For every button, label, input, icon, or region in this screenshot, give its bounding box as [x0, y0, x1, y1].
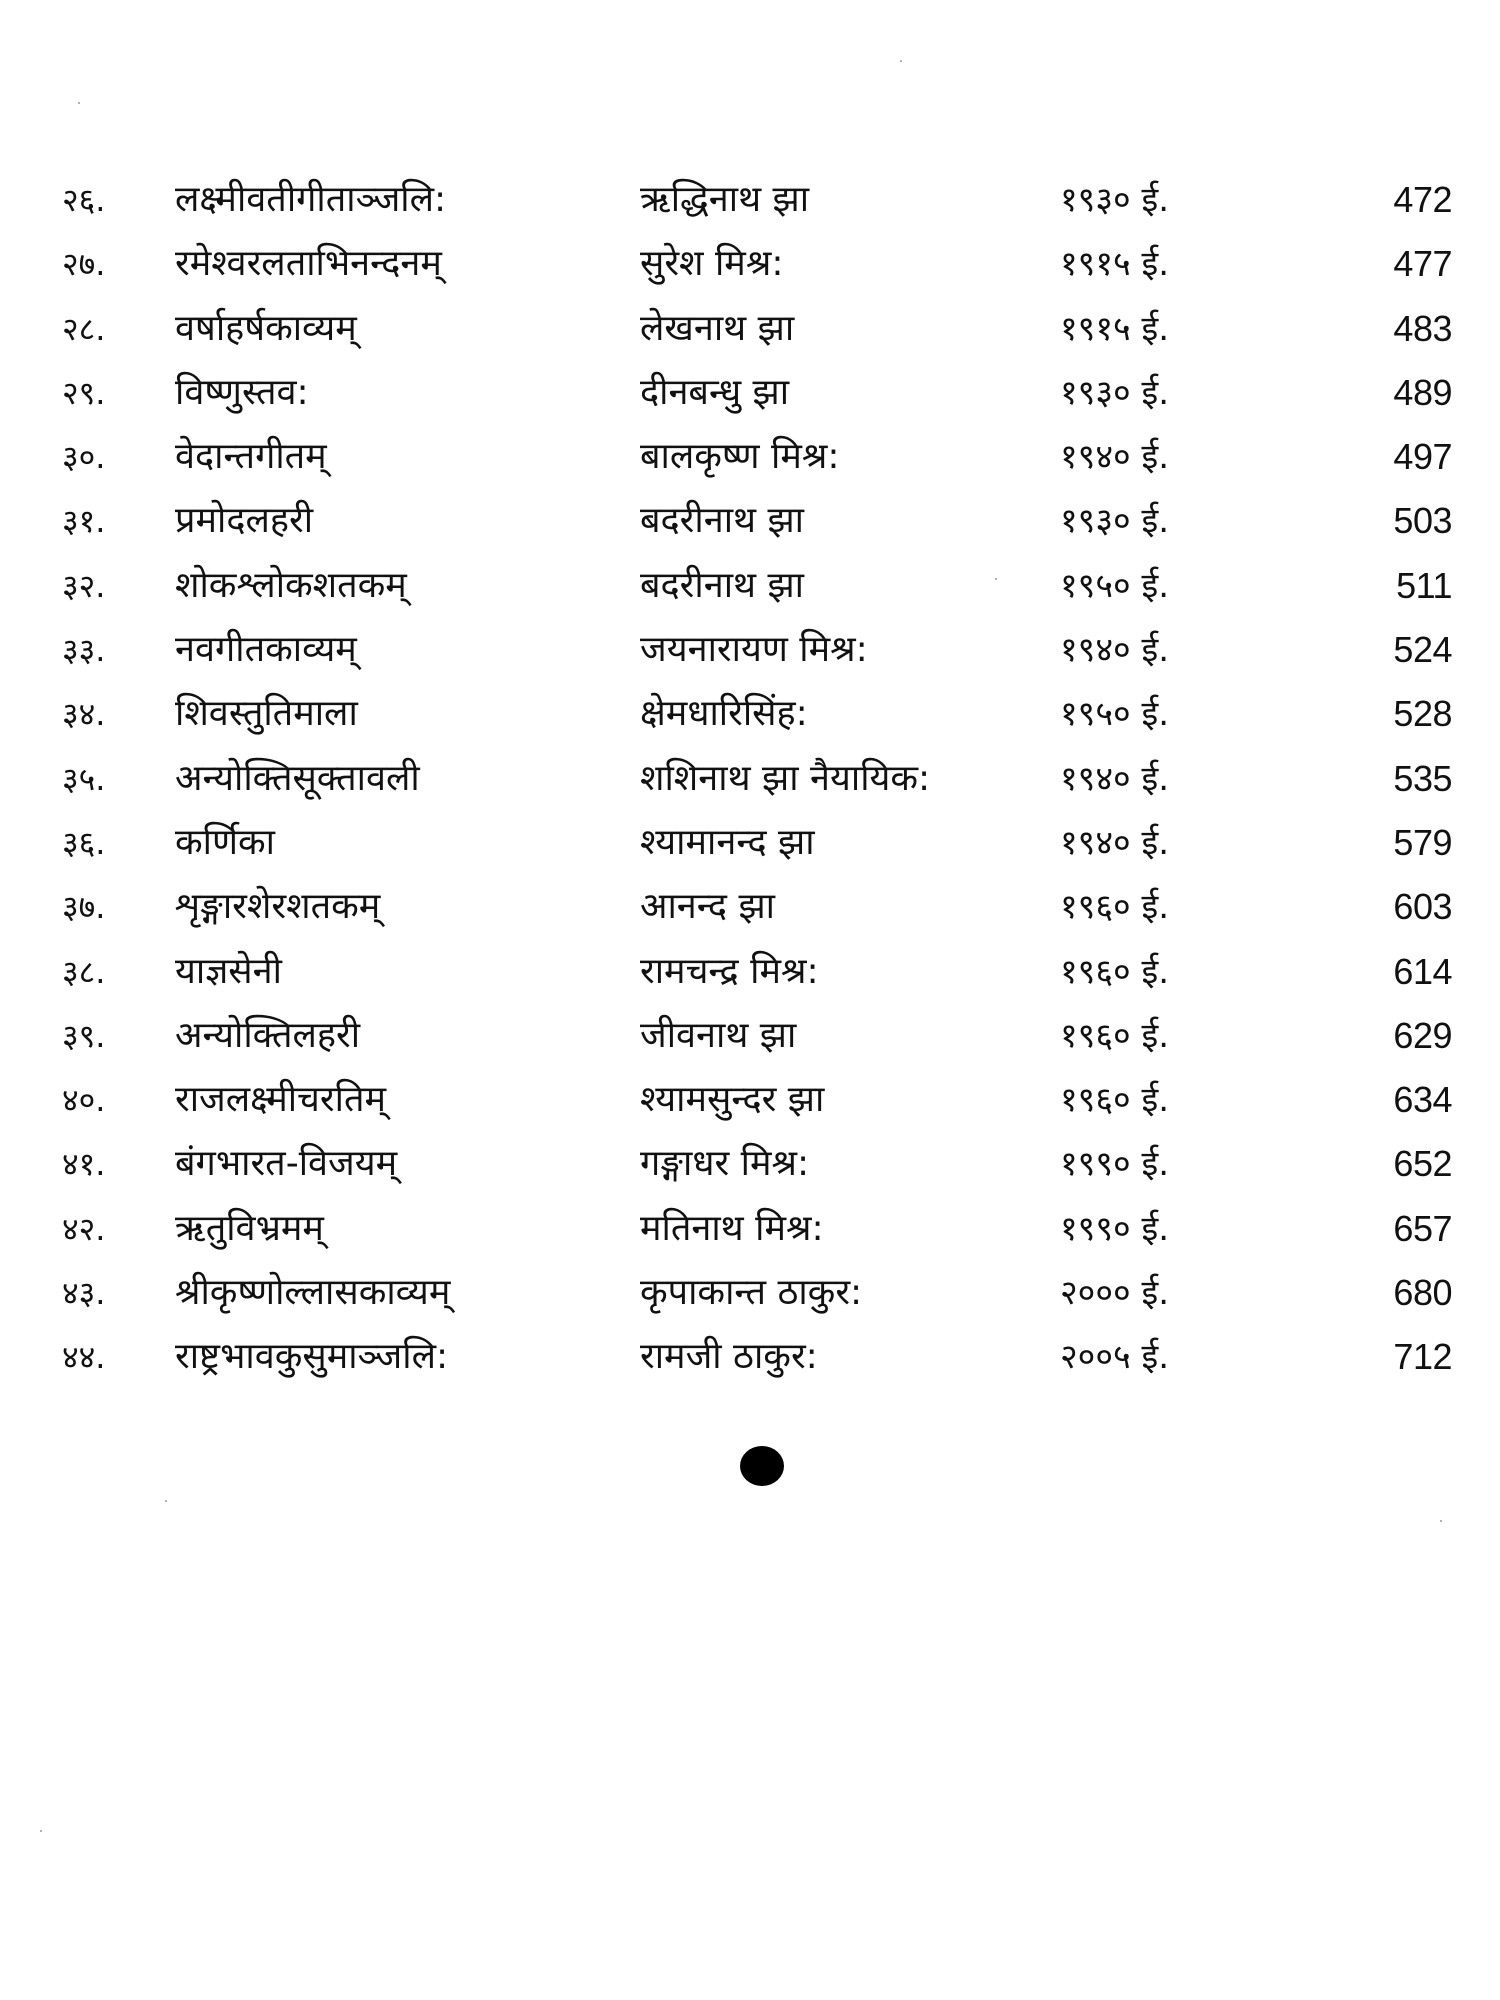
toc-row [0, 875, 1500, 939]
entry-author: श्यामसुन्दर झा [640, 1079, 825, 1121]
entry-author: बदरीनाथ झा [640, 564, 805, 606]
entry-year: १९६० ई. [1060, 1080, 1170, 1121]
entry-year: १९१५ ई. [1060, 308, 1170, 349]
entry-page: 535 [1393, 757, 1452, 799]
toc-row [0, 1197, 1500, 1261]
entry-number: ३५. [62, 759, 106, 798]
entry-number: २९. [62, 373, 106, 412]
entry-title: बंगभारत-विजयम् [175, 1143, 398, 1185]
entry-title: श्रीकृष्णोल्लासकाव्यम् [175, 1272, 451, 1314]
entry-number: ४०. [62, 1081, 106, 1120]
toc-row [0, 297, 1500, 361]
entry-page: 603 [1393, 886, 1452, 928]
entry-author: लेखनाथ झा [640, 307, 795, 349]
entry-title: विष्णुस्तव: [175, 371, 309, 413]
entry-year: २००० ई. [1060, 1273, 1170, 1314]
entry-page: 652 [1393, 1143, 1452, 1185]
entry-number: ४१. [62, 1145, 106, 1184]
entry-page: 634 [1393, 1079, 1452, 1121]
entry-number: ३१. [62, 502, 106, 541]
entry-author: आनन्द झा [640, 886, 775, 928]
entry-page: 614 [1393, 950, 1452, 992]
entry-page: 579 [1393, 821, 1452, 863]
toc-row [0, 682, 1500, 746]
entry-page: 489 [1393, 371, 1452, 413]
entry-author: सुरेश मिश्र: [640, 243, 784, 285]
entry-year: १९३० ई. [1060, 372, 1170, 413]
entry-year: १९१५ ई. [1060, 244, 1170, 285]
entry-author: श्यामानन्द झा [640, 821, 815, 863]
entry-year: १९३० ई. [1060, 501, 1170, 542]
entry-author: बदरीनाथ झा [640, 500, 805, 542]
entry-number: २८. [62, 309, 106, 348]
entry-page: 483 [1393, 307, 1452, 349]
entry-title: वर्षाहर्षकाव्यम् [175, 307, 357, 349]
toc-row [0, 361, 1500, 425]
entry-title: शोकश्लोकशतकम् [175, 564, 407, 606]
entry-year: १९६० ई. [1060, 887, 1170, 928]
entry-title: ऋतुविभ्रमम् [175, 1207, 324, 1249]
scan-speck [165, 1500, 167, 1502]
entry-year: १९३० ई. [1060, 180, 1170, 220]
entry-year: १९४० ई. [1060, 630, 1170, 671]
entry-author: ऋद्धिनाथ झा [640, 179, 810, 220]
toc-row [0, 811, 1500, 875]
entry-year: १९९० ई. [1060, 1144, 1170, 1185]
entry-year: १९६० ई. [1060, 951, 1170, 992]
toc-row [0, 1261, 1500, 1325]
entry-year: २००५ ई. [1060, 1337, 1170, 1378]
entry-number: ३०. [62, 438, 106, 477]
entry-page: 497 [1393, 436, 1452, 478]
entry-author: कृपाकान्त ठाकुर: [640, 1272, 863, 1314]
entry-year: १९६० ई. [1060, 1015, 1170, 1056]
toc-row [0, 940, 1500, 1004]
entry-page: 503 [1393, 500, 1452, 542]
toc-row [0, 1068, 1500, 1132]
toc-row [0, 232, 1500, 296]
entry-title: राजलक्ष्मीचरतिम् [175, 1079, 386, 1121]
entry-year: १९५० ई. [1060, 565, 1170, 606]
entry-page: 629 [1393, 1014, 1452, 1056]
entry-year: १९४० ई. [1060, 437, 1170, 478]
entry-author: शशिनाथ झा नैयायिक: [640, 757, 931, 799]
entry-page: 657 [1393, 1207, 1452, 1249]
toc-row [0, 618, 1500, 682]
entry-number: ४४. [62, 1338, 106, 1377]
entry-author: दीनबन्धु झा [640, 371, 790, 413]
entry-author: रामचन्द्र मिश्र: [640, 950, 819, 992]
entry-page: 524 [1393, 629, 1452, 671]
entry-page: 477 [1393, 243, 1452, 285]
entry-page: 528 [1393, 693, 1452, 735]
entry-year: १९४० ई. [1060, 758, 1170, 799]
entry-author: मतिनाथ मिश्र: [640, 1207, 824, 1249]
entry-number: ३४. [62, 695, 106, 734]
table-of-contents [0, 168, 1500, 1390]
entry-title: कर्णिका [175, 821, 275, 863]
entry-year: १९९० ई. [1060, 1208, 1170, 1249]
entry-title: वेदान्तगीतम् [175, 436, 327, 478]
entry-author: रामजी ठाकुर: [640, 1336, 818, 1378]
entry-author: क्षेमधारिसिंह: [640, 693, 808, 735]
entry-title: लक्ष्मीवतीगीताञ्जलि: [175, 179, 447, 220]
entry-number: ३८. [62, 952, 106, 991]
entry-title: शृङ्गारशेरशतकम् [175, 886, 381, 928]
entry-author: जयनारायण मिश्र: [640, 629, 868, 671]
end-of-list-bullet [740, 1446, 784, 1486]
entry-title: रमेश्वरलताभिनन्दनम् [175, 243, 442, 285]
entry-title: अन्योक्तिसूक्तावली [175, 757, 420, 799]
entry-page: 511 [1396, 564, 1452, 606]
entry-number: २६. [62, 181, 106, 219]
entry-number: ३७. [62, 888, 106, 927]
toc-row [0, 554, 1500, 618]
entry-year: १९४० ई. [1060, 822, 1170, 863]
entry-year: १९५० ई. [1060, 694, 1170, 735]
scan-speck [78, 102, 80, 104]
entry-title: शिवस्तुतिमाला [175, 693, 358, 735]
entry-number: ३३. [62, 631, 106, 670]
scan-speck [40, 1830, 42, 1832]
scan-speck [900, 60, 902, 62]
entry-number: ३६. [62, 823, 106, 862]
entry-title: याज्ञसेनी [175, 950, 282, 992]
entry-number: २७. [62, 245, 106, 284]
toc-row [0, 1004, 1500, 1068]
entry-author: जीवनाथ झा [640, 1014, 797, 1056]
scan-speck [995, 578, 997, 580]
scan-speck [1440, 1520, 1442, 1522]
entry-number: ४२. [62, 1209, 106, 1248]
toc-row [0, 1132, 1500, 1196]
toc-row [0, 425, 1500, 489]
entry-page: 712 [1393, 1336, 1452, 1378]
entry-title: राष्ट्रभावकुसुमाञ्जलि: [175, 1336, 449, 1378]
entry-author: गङ्गाधर मिश्र: [640, 1143, 810, 1185]
entry-author: बालकृष्ण मिश्र: [640, 436, 840, 478]
entry-page: 680 [1393, 1272, 1452, 1314]
entry-number: ३२. [62, 566, 106, 605]
entry-page: 472 [1393, 179, 1452, 220]
entry-number: ४३. [62, 1274, 106, 1313]
toc-row [0, 747, 1500, 811]
entry-title: अन्योक्तिलहरी [175, 1014, 361, 1056]
entry-number: ३९. [62, 1016, 106, 1055]
entry-title: नवगीतकाव्यम् [175, 629, 357, 671]
toc-row [0, 1325, 1500, 1389]
entry-title: प्रमोदलहरी [175, 500, 314, 542]
toc-row [0, 168, 1500, 232]
toc-row [0, 489, 1500, 553]
